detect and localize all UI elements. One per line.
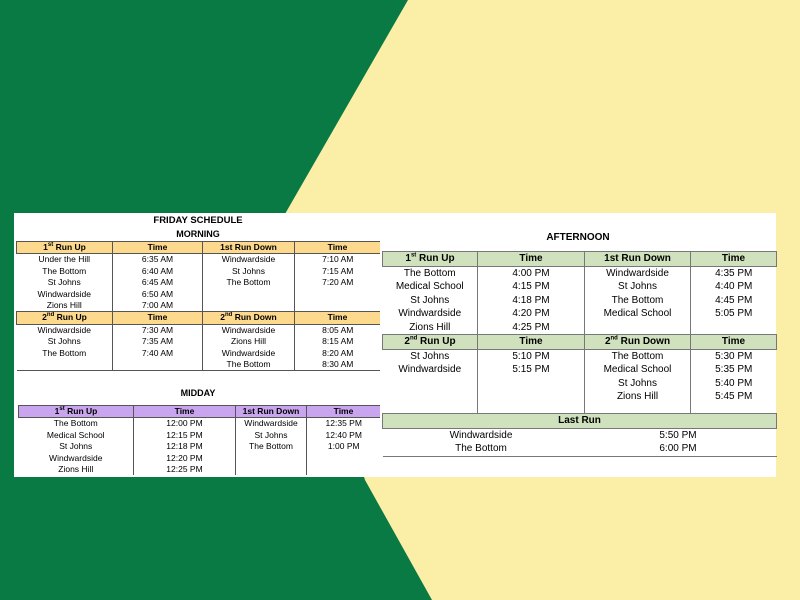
table-row bbox=[383, 428, 777, 442]
empty-cell bbox=[295, 289, 381, 300]
table-row bbox=[17, 277, 381, 288]
time-cell: 5:30 PM bbox=[691, 349, 777, 363]
time-cell: 12:35 PM bbox=[307, 418, 381, 430]
empty-cell bbox=[585, 321, 691, 335]
empty-cell bbox=[113, 359, 203, 371]
stop-cell: The Bottom bbox=[585, 349, 691, 363]
stop-cell: The Bottom bbox=[203, 359, 295, 371]
header-time: Time bbox=[478, 252, 585, 267]
table-row bbox=[19, 464, 381, 475]
morning-title: MORNING bbox=[176, 229, 220, 239]
time-cell: 4:45 PM bbox=[691, 294, 777, 308]
empty-cell bbox=[307, 453, 381, 464]
time-cell: 5:15 PM bbox=[478, 363, 585, 377]
stop-cell: Windwardside bbox=[398, 308, 462, 319]
header-2nd-run-down: 2nd Run Down bbox=[203, 312, 295, 324]
stop-cell: St Johns bbox=[410, 350, 450, 362]
time-cell: 8:30 AM bbox=[295, 359, 381, 371]
stop-cell: Medical School bbox=[585, 307, 691, 321]
time-cell: 7:10 AM bbox=[295, 254, 381, 266]
empty-cell bbox=[203, 289, 295, 300]
empty-cell bbox=[236, 464, 307, 475]
time-cell: 6:50 AM bbox=[113, 289, 203, 300]
time-cell: 4:15 PM bbox=[478, 280, 585, 294]
stop-cell: The Bottom bbox=[53, 418, 98, 429]
afternoon-schedule-panel bbox=[380, 213, 776, 477]
stop-cell: The Bottom bbox=[403, 267, 456, 279]
header-time: Time bbox=[691, 335, 777, 350]
time-cell: 1:00 PM bbox=[307, 441, 381, 452]
stop-cell: The Bottom bbox=[203, 277, 295, 288]
time-cell: 5:45 PM bbox=[691, 390, 777, 404]
last-run-table bbox=[382, 413, 777, 457]
header-time: Time bbox=[307, 406, 381, 418]
table-row bbox=[383, 363, 777, 377]
empty-cell bbox=[691, 321, 777, 335]
empty-cell bbox=[478, 390, 585, 404]
header-1st-run-up: 1st Run Up bbox=[383, 252, 478, 267]
time-cell: 6:45 AM bbox=[113, 277, 203, 288]
time-cell: 4:25 PM bbox=[478, 321, 585, 335]
table-row bbox=[383, 349, 777, 363]
time-cell: 8:15 AM bbox=[295, 336, 381, 347]
friday-schedule-title: FRIDAY SCHEDULE bbox=[153, 215, 243, 226]
time-cell: 5:40 PM bbox=[691, 377, 777, 391]
stop-cell: Under the Hill bbox=[38, 254, 90, 265]
morning-table bbox=[16, 241, 381, 371]
header-time: Time bbox=[295, 312, 381, 324]
time-cell: 8:20 AM bbox=[295, 348, 381, 359]
stop-cell: St Johns bbox=[47, 336, 81, 347]
stop-cell: Windwardside bbox=[449, 429, 513, 441]
stop-cell: Windwardside bbox=[49, 452, 103, 463]
time-cell: 8:05 AM bbox=[295, 324, 381, 336]
header-last-run: Last Run bbox=[383, 414, 777, 429]
time-cell: 6:40 AM bbox=[113, 266, 203, 277]
stop-cell: Windwardside bbox=[203, 254, 295, 266]
table-row bbox=[17, 266, 381, 277]
time-cell: 5:35 PM bbox=[691, 363, 777, 377]
header-time: Time bbox=[134, 406, 236, 418]
header-time: Time bbox=[478, 335, 585, 350]
stop-cell: St Johns bbox=[47, 277, 81, 288]
stop-cell: St Johns bbox=[585, 377, 691, 391]
header-1st-run-down: 1st Run Down bbox=[203, 242, 295, 254]
time-cell: 5:05 PM bbox=[691, 307, 777, 321]
time-cell: 5:10 PM bbox=[478, 349, 585, 363]
time-cell: 7:00 AM bbox=[113, 300, 203, 312]
stop-cell: Windwardside bbox=[203, 324, 295, 336]
time-cell: 4:20 PM bbox=[478, 307, 585, 321]
table-row bbox=[17, 300, 381, 312]
table-row bbox=[19, 453, 381, 464]
time-cell: 12:15 PM bbox=[134, 430, 236, 441]
table-row bbox=[383, 321, 777, 335]
time-cell: 12:40 PM bbox=[307, 430, 381, 441]
table-row bbox=[383, 377, 777, 391]
stop-cell: The Bottom bbox=[42, 265, 87, 276]
stop-cell: Windwardside bbox=[203, 348, 295, 359]
table-row bbox=[383, 294, 777, 308]
stop-cell: Windwardside bbox=[398, 364, 462, 375]
header-time: Time bbox=[691, 252, 777, 267]
table-row bbox=[383, 280, 777, 294]
table-row bbox=[19, 430, 381, 441]
stop-cell: St Johns bbox=[236, 430, 307, 441]
empty-cell bbox=[478, 377, 585, 391]
time-cell: 12:25 PM bbox=[134, 464, 236, 475]
time-cell: 5:50 PM bbox=[659, 429, 697, 441]
stop-cell: Windwardside bbox=[37, 324, 91, 335]
stop-cell: Zions Hill bbox=[585, 390, 691, 404]
empty-cell bbox=[236, 453, 307, 464]
stop-cell: The Bottom bbox=[236, 441, 307, 452]
table-row bbox=[383, 307, 777, 321]
midday-title: MIDDAY bbox=[180, 388, 216, 398]
midday-table bbox=[18, 405, 381, 475]
left-schedule-panel bbox=[14, 213, 382, 477]
header-1st-run-down: 1st Run Down bbox=[236, 406, 307, 418]
time-cell: 4:40 PM bbox=[691, 280, 777, 294]
empty-cell bbox=[383, 377, 478, 391]
stop-cell: Medical School bbox=[395, 281, 464, 292]
header-2nd-run-up: 2nd Run Up bbox=[383, 335, 478, 350]
table-row bbox=[17, 324, 381, 336]
header-time: Time bbox=[113, 312, 203, 324]
afternoon-title: AFTERNOON bbox=[546, 232, 610, 243]
table-row bbox=[19, 441, 381, 452]
time-cell: 6:35 AM bbox=[113, 254, 203, 266]
table-row bbox=[17, 289, 381, 300]
stop-cell: Windwardside bbox=[236, 418, 307, 430]
header-2nd-run-up: 2nd Run Up bbox=[17, 312, 113, 324]
stop-cell: The Bottom bbox=[585, 294, 691, 308]
stop-cell: The Bottom bbox=[383, 442, 580, 456]
time-cell: 7:35 AM bbox=[113, 336, 203, 347]
stop-cell: Zions Hill bbox=[409, 321, 451, 333]
stop-cell: St Johns bbox=[59, 441, 93, 452]
header-1st-run-down: 1st Run Down bbox=[585, 252, 691, 267]
time-cell: 12:18 PM bbox=[134, 441, 236, 452]
table-row bbox=[19, 418, 381, 430]
time-cell: 7:40 AM bbox=[113, 348, 203, 359]
empty-cell bbox=[383, 390, 478, 404]
stop-cell: Zions Hill bbox=[203, 336, 295, 347]
stop-cell: St Johns bbox=[203, 266, 295, 277]
stop-cell: Windwardside bbox=[585, 266, 691, 280]
stop-cell: Zions Hill bbox=[46, 300, 82, 311]
stop-cell: Medical School bbox=[46, 429, 105, 440]
time-cell: 4:35 PM bbox=[691, 266, 777, 280]
stop-cell: Medical School bbox=[585, 363, 691, 377]
time-cell: 4:18 PM bbox=[478, 294, 585, 308]
header-1st-run-up: 1st Run Up bbox=[17, 242, 113, 254]
time-cell: 7:15 AM bbox=[295, 266, 381, 277]
header-time: Time bbox=[113, 242, 203, 254]
time-cell: 12:20 PM bbox=[134, 453, 236, 464]
time-cell: 6:00 PM bbox=[580, 442, 777, 456]
table-row bbox=[383, 390, 777, 404]
table-row bbox=[17, 348, 381, 359]
stop-cell: St Johns bbox=[585, 280, 691, 294]
empty-cell bbox=[307, 464, 381, 475]
stop-cell: The Bottom bbox=[42, 347, 87, 358]
stop-cell: Windwardside bbox=[37, 288, 91, 299]
afternoon-table bbox=[382, 251, 777, 418]
stop-cell: St Johns bbox=[410, 294, 450, 306]
table-row bbox=[383, 442, 777, 456]
empty-cell bbox=[17, 359, 113, 371]
time-cell: 7:20 AM bbox=[295, 277, 381, 288]
table-row bbox=[383, 266, 777, 280]
empty-cell bbox=[295, 300, 381, 312]
header-time: Time bbox=[295, 242, 381, 254]
time-cell: 7:30 AM bbox=[113, 324, 203, 336]
time-cell: 12:00 PM bbox=[134, 418, 236, 430]
empty-cell bbox=[203, 300, 295, 312]
header-1st-run-up: 1st Run Up bbox=[19, 406, 134, 418]
table-row bbox=[17, 254, 381, 266]
table-row bbox=[17, 359, 381, 371]
stop-cell: Zions Hill bbox=[58, 464, 94, 475]
time-cell: 4:00 PM bbox=[478, 266, 585, 280]
header-2nd-run-down: 2nd Run Down bbox=[585, 335, 691, 350]
table-row bbox=[17, 336, 381, 347]
